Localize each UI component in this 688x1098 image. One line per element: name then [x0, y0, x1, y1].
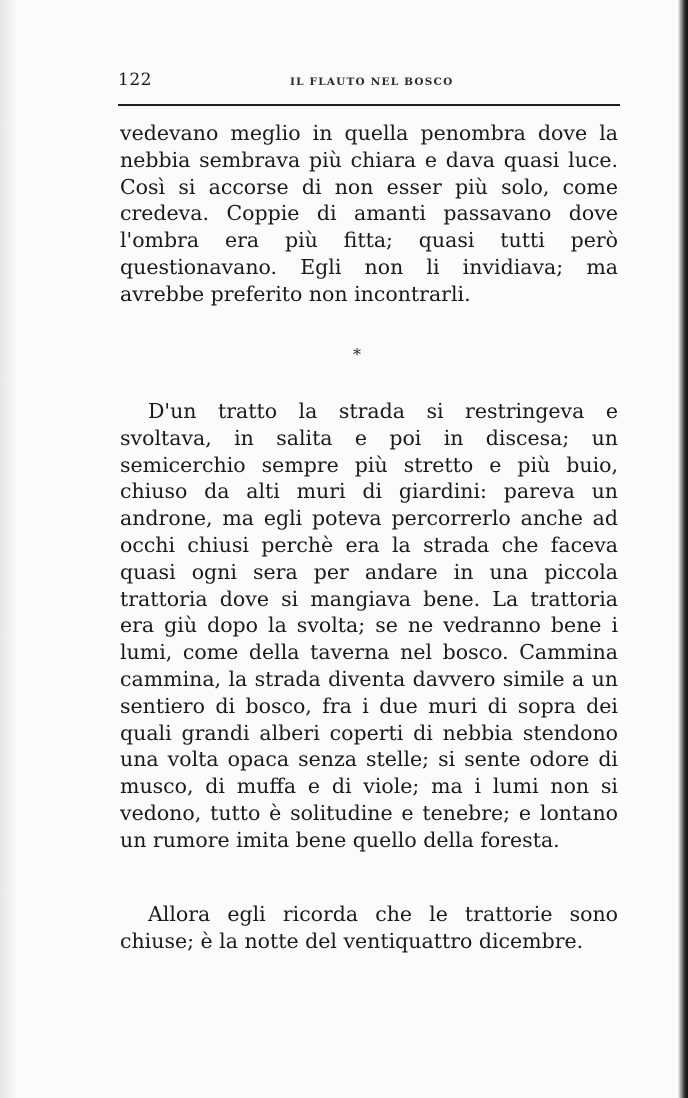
running-title: IL FLAUTO NEL BOSCO — [290, 76, 454, 88]
page-right-edge — [678, 0, 688, 1098]
paragraph-3-text: Allora egli ricorda che le trattorie sono chiuse; è la notte del ventiquattro dicembre. — [120, 902, 618, 953]
paragraph-2-text: D'un tratto la strada si restringeva e svoltava, in salita e poi in discesa; un semicerchio sempre più stretto e più buio, chiuso da alti muri di giardini: pareva un androne, ma egli poteva percorrerlo anche ad occhi chiusi perchè era la strada che faceva quasi ogni sera per andare in una piccola trattoria dove si mangiava bene. La trattoria era giù dopo la svolta; se ne vedranno bene i lumi, come della taverna nel bosco. Cammina cammina, la strada diventa davvero simile a un sentiero di bosco, fra i due muri di sopra dei quali grandi alberi coperti di nebbia stendono una volta opaca senza stelle; si sente odore di musco, di muffa e di viole; ma i lumi non si vedono, tutto è solitudine e tenebre; e lontano un rumore imita bene quello della foresta. — [120, 399, 618, 852]
paragraph-1-text: vedevano meglio in quella penombra dove la nebbia sembrava più chiara e dava quasi luce. Così si accorse di non esser più solo, come credeva. Coppie di amanti passavano dove l'ombra era più fitta; quasi tutti però questionavano. Egli non li invidiava; ma avrebbe preferito non incontrarli. — [120, 121, 618, 306]
page-left-edge — [0, 0, 14, 1098]
paragraph-1 — [120, 120, 618, 308]
header-rule — [118, 104, 620, 106]
section-separator: * — [353, 345, 361, 364]
page-number: 122 — [118, 70, 152, 90]
paragraph-3 — [120, 901, 618, 955]
paragraph-2 — [120, 398, 618, 854]
page-header — [118, 70, 620, 94]
